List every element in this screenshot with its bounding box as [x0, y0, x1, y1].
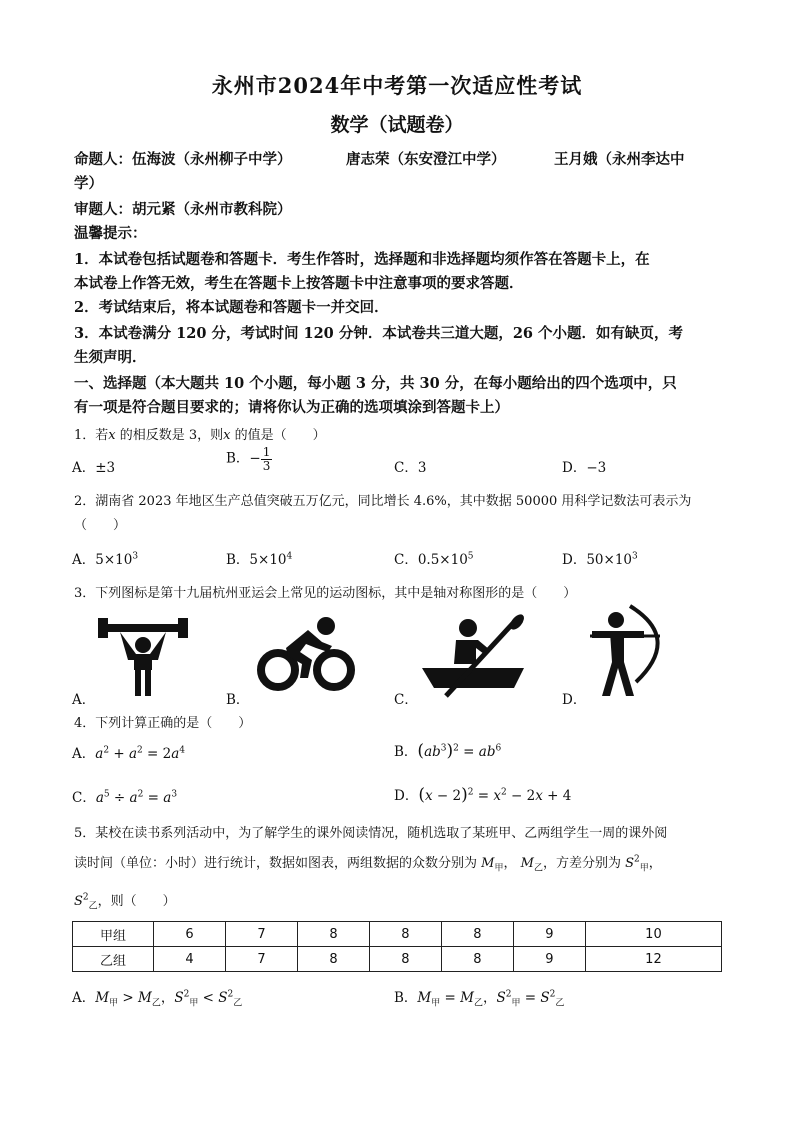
table-cell: 9 [513, 922, 585, 947]
tip-2: 2．考试结束后，将本试题卷和答题卡一并交回． [74, 299, 389, 316]
q2-option-a: A．$5\times 10^3$ [72, 551, 139, 568]
q3-stem: 3．下列图标是第十九届杭州亚运会上常见的运动图标，其中是轴对称图形的是（ ） [74, 586, 577, 601]
table-row [73, 922, 722, 947]
table-cell: 12 [585, 947, 721, 972]
q5-stem-a: 5．某校在读书系列活动中，为了解学生的课外阅读情况，随机选取了某班甲、乙两组学生一周的课外阅 [74, 826, 668, 841]
q1-option-b: B．− $\frac{1}{3}$ [226, 445, 271, 473]
q3-option-d: D． [562, 692, 587, 708]
q1-option-c: C．3 [394, 460, 427, 476]
q2-option-b: B．$5\times 10^4$ [226, 551, 293, 568]
q3-option-b: B． [226, 692, 250, 708]
authors-line: 命题人：伍海波（永州柳子中学） 唐志荣（东安澄江中学） 王月娥（永州李达中 [74, 151, 685, 168]
tip-1b: 本试卷上作答无效，考生在答题卡上按答题卡中注意事项的要求答题． [74, 275, 524, 292]
q4-stem: 4．下列计算正确的是（ ） [74, 716, 252, 731]
q1-option-d: D．−3 [562, 460, 607, 476]
q2-option-d: D．$50\times 10^3$ [562, 551, 638, 568]
archery-icon [590, 602, 666, 698]
q2-option-c: C．$0.5\times 10^5$ [394, 551, 474, 568]
reviewer-line: 审题人：胡元紧（永州市教科院） [74, 201, 292, 218]
exam-subtitle: 数学（试题卷） [330, 114, 464, 136]
reading-time-table [72, 921, 722, 972]
table-cell: 6 [154, 922, 226, 947]
table-cell: 8 [297, 922, 369, 947]
q4-option-b: B．$(ab^3)^2 = ab^6$ [394, 741, 502, 761]
table-cell: 7 [225, 922, 297, 947]
table-row-label: 甲组 [73, 922, 154, 947]
weightlifting-icon [98, 610, 188, 698]
table-row-label: 乙组 [73, 947, 154, 972]
table-cell: 8 [369, 922, 441, 947]
q2-stem-a: 2．湖南省 2023 年地区生产总值突破五万亿元，同比增长 4.6%，其中数据 50000 用科学记数法可表示为 [74, 494, 692, 509]
q4-option-c: C．$a^5 \div a^2 = a^3$ [72, 789, 178, 806]
table-row [73, 947, 722, 972]
tip-3a: 3．本试卷满分 120 分，考试时间 120 分钟．本试卷共三道大题，26 个小题．如有缺页，考 [74, 325, 684, 342]
q4-option-a: A．$a^2 + a^2 = 2a^4$ [72, 745, 186, 762]
q4-option-d: D．$(x - 2)^2 = x^2 - 2x + 4$ [394, 785, 572, 805]
tips-heading: 温馨提示： [74, 225, 147, 242]
q1-stem: 1．若x 的相反数是 3，则x 的值是（ ） [74, 428, 326, 443]
table-cell: 10 [585, 922, 721, 947]
q3-option-a: A． [72, 692, 96, 708]
q5-stem-b: 读时间（单位：小时）进行统计，数据如图表，两组数据的众数分别为 $M_甲$， $M_乙$，方差分别为 $S^2_甲$， [74, 854, 662, 874]
cycling-icon [256, 616, 356, 694]
authors-line-cont: 学） [74, 175, 103, 192]
table-cell: 4 [154, 947, 226, 972]
table-cell: 8 [297, 947, 369, 972]
q5-option-b: B．$M_甲 = M_乙$，$S^2_甲 = S^2_乙$ [394, 989, 565, 1009]
table-cell: 8 [369, 947, 441, 972]
table-body [73, 922, 722, 972]
exam-title: 永州市2024年中考第一次适应性考试 [211, 73, 583, 98]
tip-3b: 生须声明． [74, 349, 147, 366]
fraction: $\frac{1}{3}$ [262, 445, 271, 473]
q1-option-a: A．±3 [72, 460, 116, 476]
tip-1a: 1．本试卷包括试题卷和答题卡．考生作答时，选择题和非选择题均须作答在答题卡上，在 [74, 251, 650, 268]
table-cell: 9 [513, 947, 585, 972]
section-heading-a: 一、选择题（本大题共 10 个小题，每小题 3 分，共 30 分，在每小题给出的四个选项中，只 [74, 375, 677, 392]
q5-stem-c: $S^2_乙$，则（ ） [74, 892, 176, 912]
table-cell: 7 [225, 947, 297, 972]
table-cell: 8 [441, 947, 513, 972]
table-cell: 8 [441, 922, 513, 947]
q2-stem-b: （ ） [74, 518, 127, 533]
rowing-icon [420, 614, 526, 698]
q5-option-a: A．$M_甲 > M_乙$，$S^2_甲 < S^2_乙$ [72, 989, 243, 1009]
q3-option-c: C． [394, 692, 418, 708]
section-heading-b: 有一项是符合题目要求的；请将你认为正确的选项填涂到答题卡上） [74, 399, 509, 416]
